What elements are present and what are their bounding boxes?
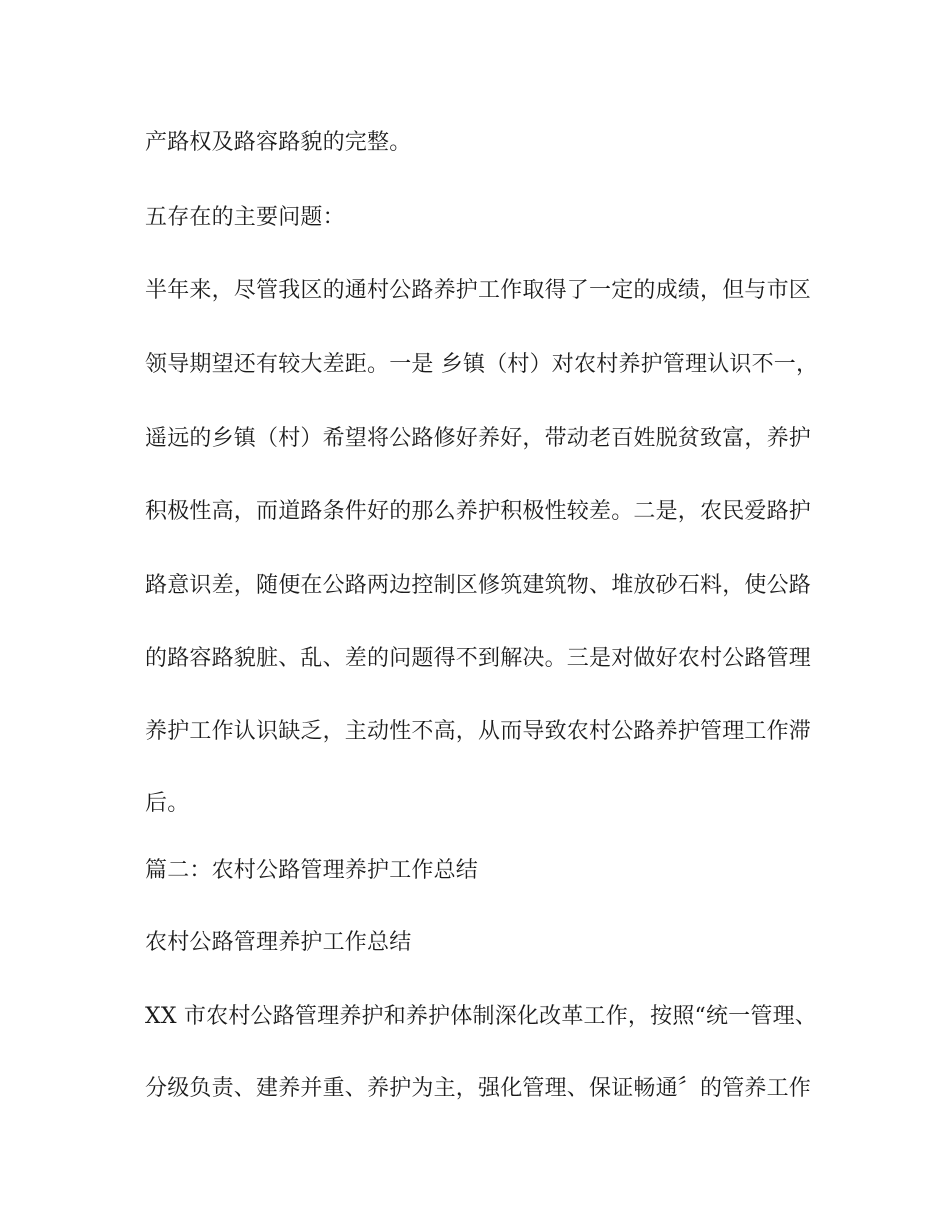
- text-line: 路意识差，随便在公路两边控制区修筑建筑物、堆放砂石料，使公路: [145, 573, 812, 598]
- text-line: 分级负责、建养并重、养护为主，强化管理、保证畅通〞的管养工作: [145, 1076, 812, 1101]
- section-heading: 五存在的主要问题：: [145, 205, 345, 230]
- text-line: 养护工作认识缺乏，主动性不高，从而导致农村公路养护管理工作滞: [145, 719, 812, 744]
- text-line: XX 市农村公路管理养护和养护体制深化改革工作，按照“统一管理、: [145, 1004, 817, 1029]
- text-line: 领导期望还有较大差距。一是 乡镇（村）对农村养护管理认识不一，: [145, 352, 819, 377]
- text-line: 产路权及路容路貌的完整。: [145, 130, 412, 155]
- text-line: 积极性高，而道路条件好的那么养护积极性较差。二是，农民爱路护: [145, 499, 812, 524]
- article-title: 篇二：农村公路管理养护工作总结: [145, 858, 479, 883]
- article-subtitle: 农村公路管理养护工作总结: [145, 930, 412, 955]
- text-line: 的路容路貌脏、乱、差的问题得不到解决。三是对做好农村公路管理: [145, 646, 812, 671]
- text-line: 遥远的乡镇（村）希望将公路修好养好，带动老百姓脱贫致富，养护: [145, 426, 812, 451]
- text-line: 后。: [145, 791, 190, 816]
- text-line: 半年来，尽管我区的通村公路养护工作取得了一定的成绩，但与市区: [145, 278, 812, 303]
